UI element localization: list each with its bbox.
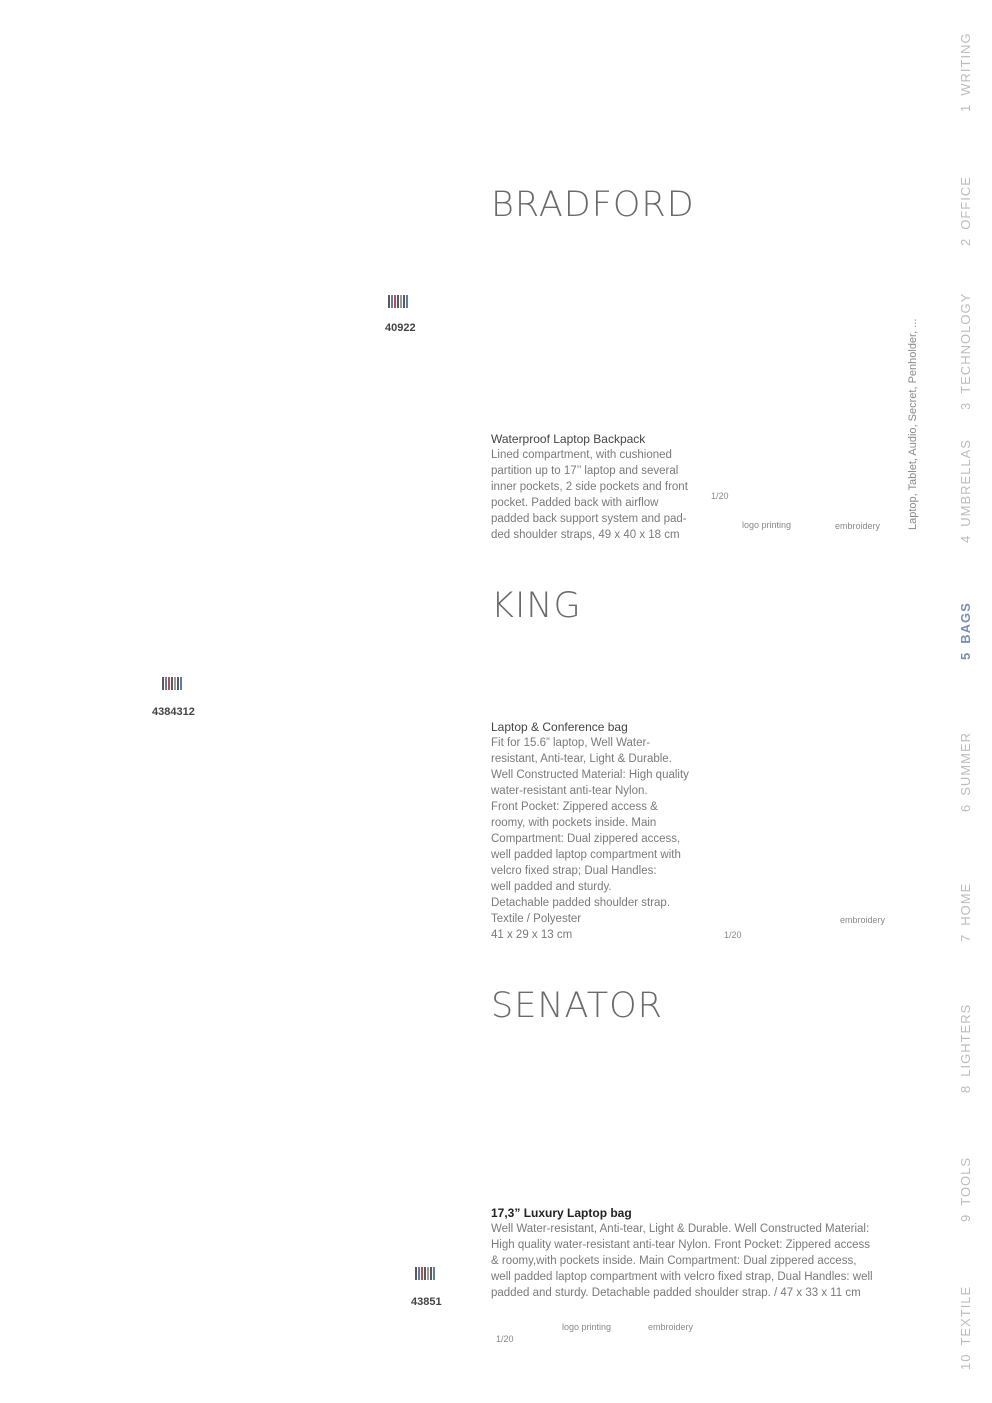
nav-item-home[interactable] <box>958 883 973 942</box>
description-line: Fit for 15.6” laptop, Well Water- <box>491 737 651 749</box>
description-line: resistant, Anti-tear, Light & Durable. <box>491 753 672 765</box>
print-method-embroidery: embroidery <box>648 1322 694 1332</box>
article-number: 40922 <box>385 322 416 334</box>
article-number: 4384312 <box>152 706 195 718</box>
print-method-embroidery: embroidery <box>840 915 886 925</box>
packing-ratio: 1/20 <box>711 491 729 501</box>
nav-item-number: 5 <box>958 651 973 660</box>
description-line: Well Constructed Material: High quality <box>491 769 689 781</box>
nav-item-label: BAGS <box>958 602 973 644</box>
article-number: 43851 <box>411 1296 442 1308</box>
description-line: 41 x 29 x 13 cm <box>491 929 573 941</box>
description-line: roomy, with pockets inside. Main <box>491 817 657 829</box>
description-line: Front Pocket: Zippered access & <box>491 801 658 813</box>
nav-item-technology[interactable] <box>958 293 973 410</box>
description-line: Textile / Polyester <box>491 913 582 925</box>
description-line: Well Water-resistant, Anti-tear, Light & Durable. Well Constructed Material: <box>491 1223 870 1235</box>
nav-item-label: TECHNOLOGY <box>958 292 973 394</box>
description-line: Compartment: Dual zippered access, <box>491 833 681 845</box>
nav-item-umbrellas[interactable] <box>958 439 973 543</box>
quantity-icon <box>414 1267 436 1280</box>
nav-item-number: 8 <box>958 1084 973 1093</box>
description-line: partition up to 17’’ laptop and several <box>491 465 679 477</box>
description-line: pocket. Padded back with airflow <box>491 497 659 509</box>
nav-item-label: UMBRELLAS <box>958 439 973 527</box>
quantity-icon <box>387 295 409 308</box>
nav-item-label: HOME <box>958 882 973 926</box>
description-line: padded back support system and pad- <box>491 513 687 525</box>
product-subtitle: 17,3” Luxury Laptop bag <box>491 1206 632 1220</box>
nav-item-textile[interactable] <box>958 1286 973 1370</box>
description-line: inner pockets, 2 side pockets and front <box>491 481 688 493</box>
description-line: & roomy,with pockets inside. Main Compartment: Dual zippered access, <box>491 1255 857 1267</box>
nav-item-lighters[interactable] <box>958 1004 973 1093</box>
description-line: Detachable padded shoulder strap. <box>491 897 671 909</box>
product-title-senator: SENATOR <box>491 986 663 1026</box>
nav-item-number: 7 <box>958 933 973 942</box>
description-line: ded shoulder straps, 49 x 40 x 18 cm <box>491 529 680 541</box>
description-line: well padded laptop compartment with <box>491 849 681 861</box>
nav-item-label: TEXTILE <box>958 1285 973 1346</box>
nav-item-label: LIGHTERS <box>958 1003 973 1077</box>
nav-item-number: 10 <box>958 1353 973 1370</box>
product-title-bradford: BRADFORD <box>491 185 695 225</box>
nav-item-label: TOOLS <box>958 1156 973 1206</box>
description-line: High quality water-resistant anti-tear Nylon. Front Pocket: Zippered access <box>491 1239 871 1251</box>
nav-item-number: 9 <box>958 1213 973 1222</box>
nav-item-tools[interactable] <box>958 1157 973 1222</box>
product-title-king: KING <box>491 586 582 626</box>
nav-item-bags[interactable] <box>958 602 973 660</box>
description-line: well padded and sturdy. <box>491 881 612 893</box>
description-line: Lined compartment, with cushioned <box>491 449 672 461</box>
product-subtitle: Laptop & Conference bag <box>491 720 628 734</box>
nav-item-number: 6 <box>958 803 973 812</box>
packing-ratio: 1/20 <box>724 930 742 940</box>
print-method-logo-printing: logo printing <box>562 1322 612 1332</box>
product-description <box>491 719 703 943</box>
nav-item-label: SUMMER <box>958 731 973 796</box>
description-line: padded and sturdy. Detachable padded shoulder strap. / 47 x 33 x 11 cm <box>491 1287 861 1299</box>
nav-item-label: WRITING <box>958 32 973 96</box>
print-method-embroidery: embroidery <box>835 521 881 531</box>
category-note: Laptop, Tablet, Audio, Secret, Penholder, ... <box>907 318 919 530</box>
print-method-logo-printing: logo printing <box>742 520 792 530</box>
product-description <box>491 1205 901 1301</box>
nav-item-number: 4 <box>958 534 973 543</box>
product-description <box>491 431 703 543</box>
nav-item-label: OFFICE <box>958 176 973 230</box>
quantity-icon <box>161 677 183 690</box>
nav-item-number: 2 <box>958 237 973 246</box>
description-line: water-resistant anti-tear Nylon. <box>491 785 648 797</box>
description-line: well padded laptop compartment with velcro fixed strap, Dual Handles: well <box>491 1271 873 1283</box>
description-line: velcro fixed strap; Dual Handles: <box>491 865 657 877</box>
nav-item-office[interactable] <box>958 176 973 246</box>
nav-item-number: 1 <box>958 103 973 112</box>
nav-item-summer[interactable] <box>958 732 973 812</box>
product-subtitle: Waterproof Laptop Backpack <box>491 432 646 446</box>
packing-ratio: 1/20 <box>496 1334 514 1344</box>
nav-item-writing[interactable] <box>958 32 973 112</box>
nav-item-number: 3 <box>958 401 973 410</box>
